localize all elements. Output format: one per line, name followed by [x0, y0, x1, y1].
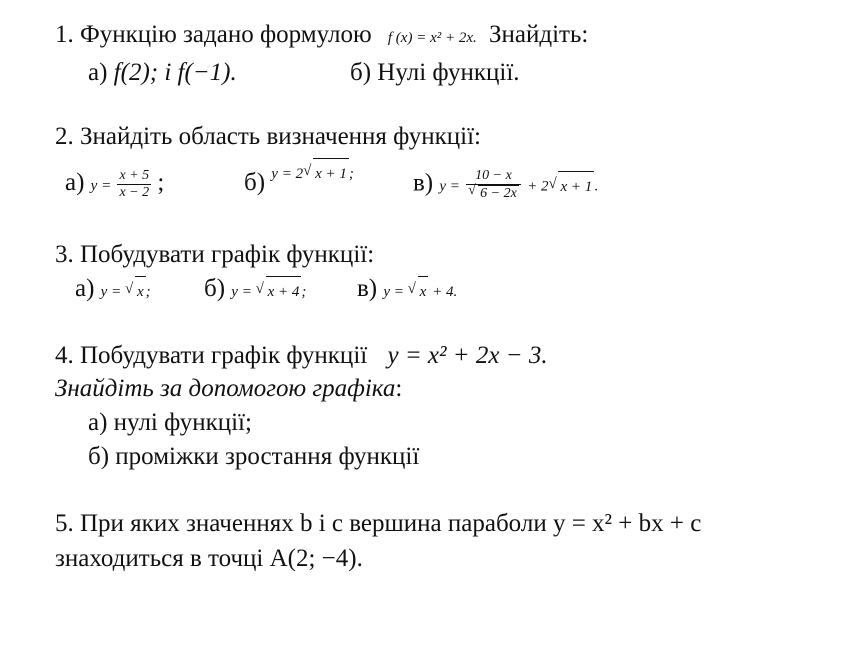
task2-c-numerator: 10 − x	[466, 168, 521, 185]
task3-c-formula	[383, 284, 457, 300]
task2-a-y: y =	[90, 178, 112, 195]
task3-a-sqrt-icon	[125, 276, 146, 307]
task4-subtitle-colon: :	[395, 375, 403, 402]
task2-b-formula	[271, 166, 354, 182]
task2-b-sqrt-icon	[303, 158, 349, 189]
task3-a-label: а)	[75, 275, 95, 302]
task3-c-label: в)	[357, 275, 378, 302]
task5-line1: 5. При яких значеннях b і c вершина параболи y = x² + bx + c	[55, 510, 702, 537]
task2-c-denominator-wrap	[466, 185, 521, 202]
task4-subtitle: Знайдіть за допомогою графіка	[55, 375, 396, 402]
task2-c-y: y =	[439, 178, 460, 195]
task2-title: 2. Знайдіть область визначення функції:	[55, 123, 481, 150]
task3-a-tail: ;	[145, 284, 151, 300]
task3-a	[75, 274, 151, 307]
task2-c-den-sqrt-icon	[468, 185, 519, 202]
task4-title: 4. Побудувати графік функції	[55, 342, 368, 369]
task3-b-formula	[231, 284, 306, 300]
task3-title: 3. Побудувати графік функції:	[55, 241, 375, 268]
task2-a-numerator: x + 5	[119, 168, 150, 183]
task3-c-tail: + 4.	[432, 284, 458, 300]
task3-a-formula	[101, 284, 151, 300]
task2-c-label: в)	[413, 169, 434, 197]
task3-b-label: б)	[204, 275, 226, 302]
task3-b	[204, 274, 306, 307]
task3-b-tail: ;	[301, 284, 307, 300]
task4-b: б) проміжки зростання функції	[88, 443, 420, 470]
task2-c-fraction	[466, 168, 521, 202]
task4-a: а) нулі функції;	[88, 409, 252, 436]
task2-b	[244, 168, 354, 201]
task3-c-sqrt-icon	[408, 276, 429, 307]
task1-b-label: б)	[350, 59, 372, 86]
task2-c-tail: .	[594, 178, 598, 195]
task1-option-b	[350, 58, 520, 88]
task3-a-y: y =	[100, 284, 122, 300]
task1-options	[88, 58, 237, 88]
task2-b-y: y = 2	[271, 166, 304, 182]
task2-a-fraction	[117, 168, 151, 201]
task2-c-plus: + 2	[527, 178, 549, 195]
task2-c	[413, 168, 598, 202]
task3-c-radicand: x	[418, 276, 429, 307]
task3-b-sqrt-icon	[256, 276, 302, 307]
task3-b-radicand: x + 4	[266, 276, 302, 307]
task3-b-y: y =	[231, 284, 252, 300]
task2-a-label: а)	[65, 169, 85, 197]
task1-a-text: f(2); і f(−1).	[113, 59, 237, 86]
task1-a-label: а)	[88, 59, 108, 86]
task2-c-denominator: 6 − 2x	[480, 186, 517, 201]
task2-c-radicand: x + 1	[558, 171, 594, 202]
task1-line	[55, 20, 588, 53]
task2-a	[65, 168, 164, 201]
task2-b-label: б)	[244, 169, 266, 196]
task4-formula: y = x² + 2x − 3.	[387, 342, 548, 369]
task2-a-denominator: x − 2	[119, 185, 150, 200]
task3-c-y: y =	[383, 284, 404, 300]
task4-subtitle-line	[55, 374, 402, 404]
task3-c	[357, 274, 457, 307]
task2-a-semicolon: ;	[157, 169, 165, 197]
task1-prefix: 1. Функцію задано формулою	[55, 21, 372, 48]
task4-title-line	[55, 341, 548, 371]
task5-line2: знаходиться в точці A(2; −4).	[55, 545, 363, 572]
task2-c-sqrt-icon	[548, 171, 594, 202]
task2-b-radicand: x + 1	[313, 158, 349, 189]
task2-b-tail: ;	[348, 166, 354, 182]
task1-suffix: Знайдіть:	[489, 21, 589, 48]
task1-b-text: Нулі функції.	[377, 59, 520, 86]
task3-a-radicand: x	[135, 276, 146, 307]
task1-formula: f (x) = x² + 2x.	[387, 30, 477, 46]
